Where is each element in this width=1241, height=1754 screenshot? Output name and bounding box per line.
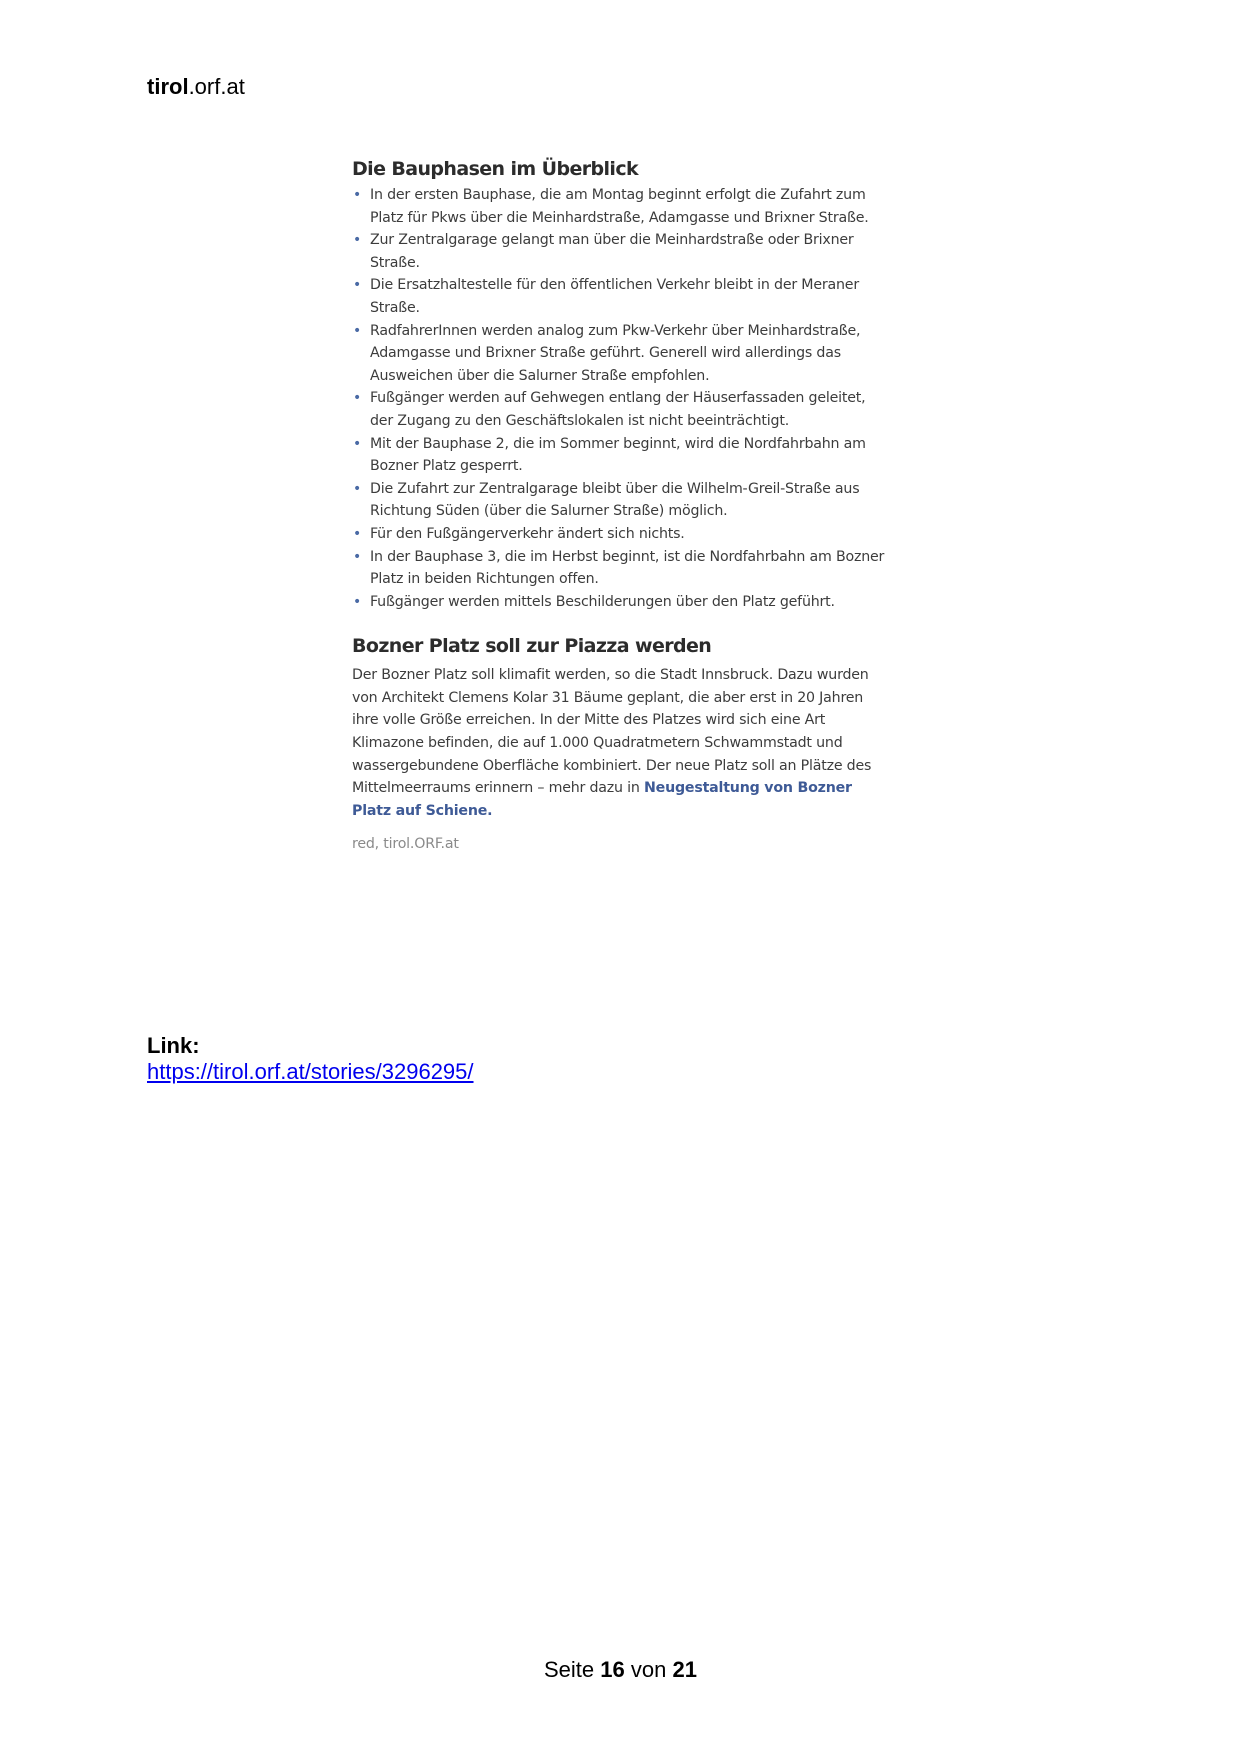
phase1-list (352, 184, 892, 433)
page-prefix: Seite (544, 1657, 595, 1682)
list-item: • Zur Zentralgarage gelangt man über die Meinhardstraße oder Brixner Straße. (352, 229, 892, 274)
brand-bold: tirol (147, 74, 189, 99)
section-title-piazza: Bozner Platz soll zur Piazza werden (352, 635, 712, 658)
piazza-paragraph (352, 664, 892, 822)
section-title-bauphasen: Die Bauphasen im Überblick (352, 158, 639, 180)
current-page: 16 (600, 1657, 625, 1682)
page-number (0, 1657, 1241, 1683)
bullet-icon: • (353, 322, 362, 339)
list-item: • Die Zufahrt zur Zentralgarage bleibt über die Wilhelm-Greil-Straße aus Richtung Süden (über die Salurner Straße) möglich. (352, 478, 892, 523)
list-item: • In der ersten Bauphase, die am Montag beginnt erfolgt die Zufahrt zum Platz für Pkws über die Meinhardstraße, Adamgasse und Brixner Straße. (352, 184, 892, 229)
bullet-icon: • (353, 548, 362, 565)
source-url-link[interactable]: https://tirol.orf.at/stories/3296295/ (147, 1059, 474, 1084)
bullet-icon: • (353, 187, 362, 203)
bullet-icon: • (353, 435, 362, 452)
list-item: • Fußgänger werden auf Gehwegen entlang der Häuserfassaden geleitet, der Zugang zu den Geschäftslokalen ist nicht beeinträchtigt. (352, 387, 892, 432)
list-item: • Fußgänger werden mittels Beschilderungen über den Platz geführt. (352, 591, 892, 614)
bullet-icon: • (353, 390, 362, 407)
page-middle: von (630, 1657, 667, 1682)
bullet-icon: • (353, 277, 362, 294)
total-pages: 21 (672, 1657, 697, 1682)
phase2-list (352, 433, 892, 546)
link-label: Link: (147, 1033, 200, 1058)
link-section (147, 1033, 474, 1085)
list-item: • Die Ersatzhaltestelle für den öffentlichen Verkehr bleibt in der Meraner Straße. (352, 274, 892, 319)
neugestaltung-link[interactable]: Neugestaltung von Bozner Platz auf Schiene. (352, 780, 852, 819)
bullet-icon: • (353, 593, 362, 610)
brand-rest: .orf.at (188, 74, 245, 99)
piazza-body-text: Der Bozner Platz soll klimafit werden, so die Stadt Innsbruck. Dazu wurden von Architekt Clemens Kolar 31 Bäume geplant, die aber erst in 20 Jahren ihre volle Größe erreichen. In der Mitte des Platzes wird sich eine Art Klimazone befinden, die auf 1.000 Quadratmetern Schwammstadt und wassergebundene Oberfläche kombiniert. Der neue Platz soll an Plätze des Mittelmeerraums erinnern – mehr dazu in (352, 667, 872, 797)
list-item: • Mit der Bauphase 2, die im Sommer beginnt, wird die Nordfahrbahn am Bozner Platz gesperrt. (352, 433, 892, 478)
author-credit: red, tirol.ORF.at (352, 836, 459, 853)
phase3-list (352, 546, 892, 614)
site-header (147, 74, 245, 100)
bullet-icon: • (353, 525, 362, 542)
bullet-icon: • (353, 232, 362, 249)
article-screenshot (352, 154, 892, 852)
bullet-icon: • (353, 480, 362, 497)
list-item: • In der Bauphase 3, die im Herbst beginnt, ist die Nordfahrbahn am Bozner Platz in beiden Richtungen offen. (352, 546, 892, 591)
list-item: • RadfahrerInnen werden analog zum Pkw-Verkehr über Meinhardstraße, Adamgasse und Brixner Straße geführt. Generell wird allerdings das Ausweichen über die Salurner Straße empfohlen. (352, 320, 892, 388)
list-item: • Für den Fußgängerverkehr ändert sich nichts. (352, 523, 892, 546)
